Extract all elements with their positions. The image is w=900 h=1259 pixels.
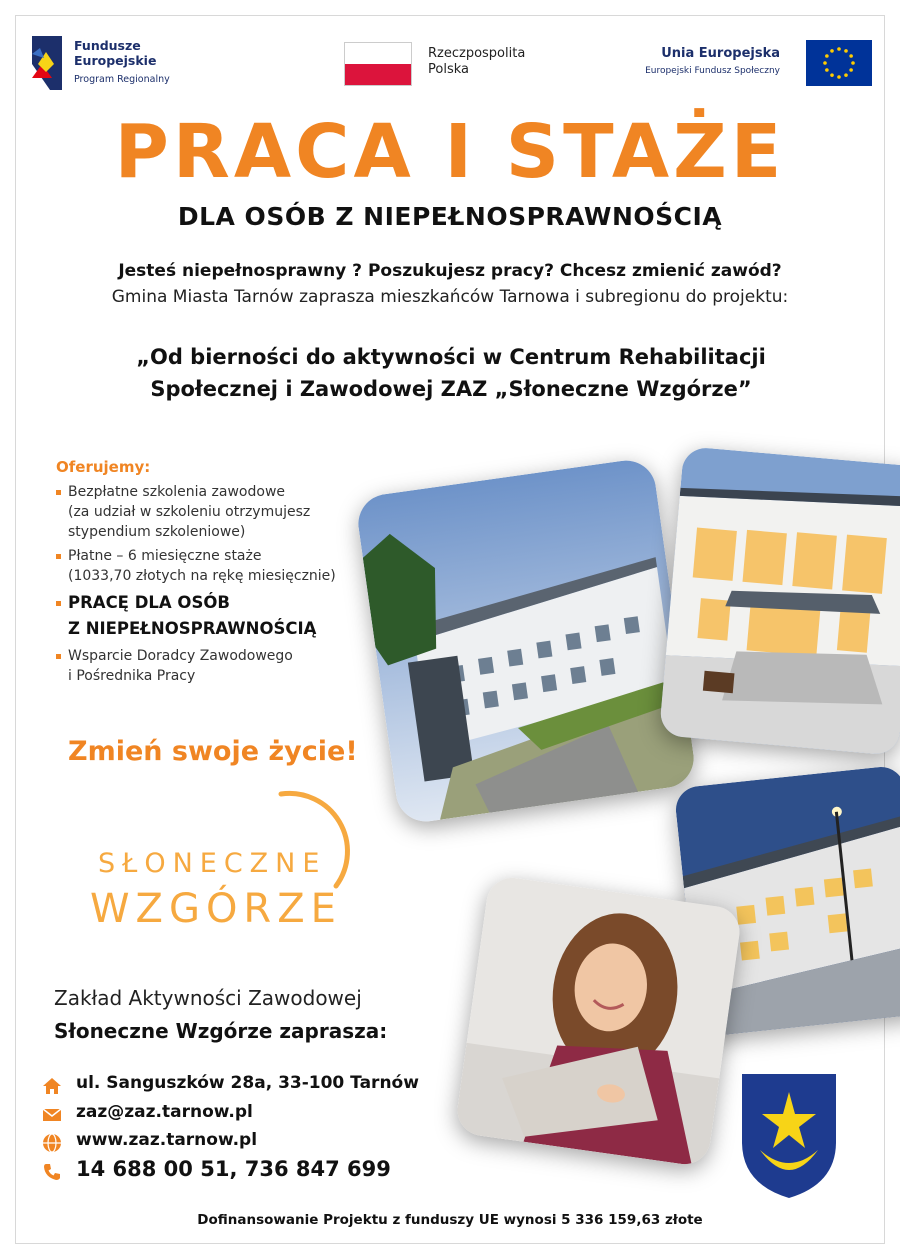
slogan: Zmień swoje życie! (68, 736, 358, 767)
eu-star (844, 73, 848, 77)
offer-heading: Oferujemy: (56, 458, 151, 476)
logo-rzeczpospolita (344, 40, 564, 90)
eu-star (830, 49, 834, 53)
eu-star (844, 49, 848, 53)
eu-star (823, 61, 827, 65)
email-link[interactable]: zaz@zaz.tarnow.pl (76, 1102, 253, 1122)
page-title: PRACA I STAŻE (114, 109, 786, 195)
eu-star (851, 61, 855, 65)
brand-line1: SŁONECZNE (98, 848, 327, 879)
offer-item-support: Wsparcie Doradcy Zawodowego i Pośrednika Pracy (56, 646, 376, 686)
fe-program: Program Regionalny (74, 74, 170, 85)
offer-item-training: Bezpłatne szkolenia zawodowe (za udział w szkoleniu otrzymujesz stypendium szkoleniowe) (56, 482, 376, 542)
mail-icon (42, 1105, 62, 1125)
building-photo-2 (659, 446, 900, 756)
offer-list (56, 482, 376, 686)
intro-questions: Jesteś niepełnosprawny ? Poszukujesz pracy? Chcesz zmienić zawód? (118, 261, 782, 281)
offer-section (56, 458, 376, 690)
page-subtitle: DLA OSÓB Z NIEPEŁNOSPRAWNOŚCIĄ (177, 202, 723, 231)
eu-star (830, 73, 834, 77)
eu-star (825, 68, 829, 72)
building-photo-1 (354, 457, 697, 826)
org-name: Zakład Aktywności Zawodowej (54, 986, 362, 1010)
offer-item-internship: Płatne – 6 miesięczne staże (1033,70 złotych na rękę miesięcznie) (56, 546, 376, 586)
phone-icon (42, 1162, 62, 1182)
intro-invite: Gmina Miasta Tarnów zaprasza mieszkańców Tarnowa i subregionu do projektu: (111, 287, 789, 307)
brand-line2: WZGÓRZE (90, 886, 342, 932)
poster (15, 15, 885, 1244)
sloneczne-wzgorze-logo (86, 786, 386, 936)
project-name: „Od bierności do aktywności w Centrum Rehabilitacji Społecznej i Zawodowej ZAZ „Słoneczne Wzgórze” (136, 345, 766, 401)
fe-emblem-icon (30, 34, 64, 92)
eu-star (825, 54, 829, 58)
org-invite: Słoneczne Wzgórze zaprasza: (54, 1019, 388, 1043)
eu-star (837, 75, 841, 79)
fe-title: Fundusze Europejskie (74, 38, 157, 68)
tarnow-crest-icon (740, 1072, 838, 1200)
home-icon (42, 1076, 62, 1096)
logo-fundusze-europejskie (30, 34, 190, 94)
address-text: ul. Sanguszków 28a, 33-100 Tarnów (76, 1073, 419, 1093)
eu-star (837, 47, 841, 51)
funding-footer: Dofinansowanie Projektu z funduszy UE wynosi 5 336 159,63 złote (197, 1212, 703, 1228)
ue-subtitle: Europejski Fundusz Społeczny (645, 66, 780, 76)
eu-star (849, 54, 853, 58)
offer-item-job: PRACĘ DLA OSÓB Z NIEPEŁNOSPRAWNOŚCIĄ (56, 590, 376, 642)
phone-text: 14 688 00 51, 736 847 699 (76, 1157, 391, 1181)
eu-star (849, 68, 853, 72)
polish-flag-icon (344, 42, 412, 86)
logo-bar (16, 16, 884, 116)
website-link[interactable]: www.zaz.tarnow.pl (76, 1130, 258, 1150)
globe-icon (42, 1133, 62, 1153)
woman-photo (454, 875, 743, 1168)
rp-title: Rzeczpospolita Polska (428, 46, 526, 77)
eu-flag-icon (806, 40, 872, 86)
logo-unia-europejska (642, 40, 872, 88)
ue-title: Unia Europejska (661, 46, 780, 61)
